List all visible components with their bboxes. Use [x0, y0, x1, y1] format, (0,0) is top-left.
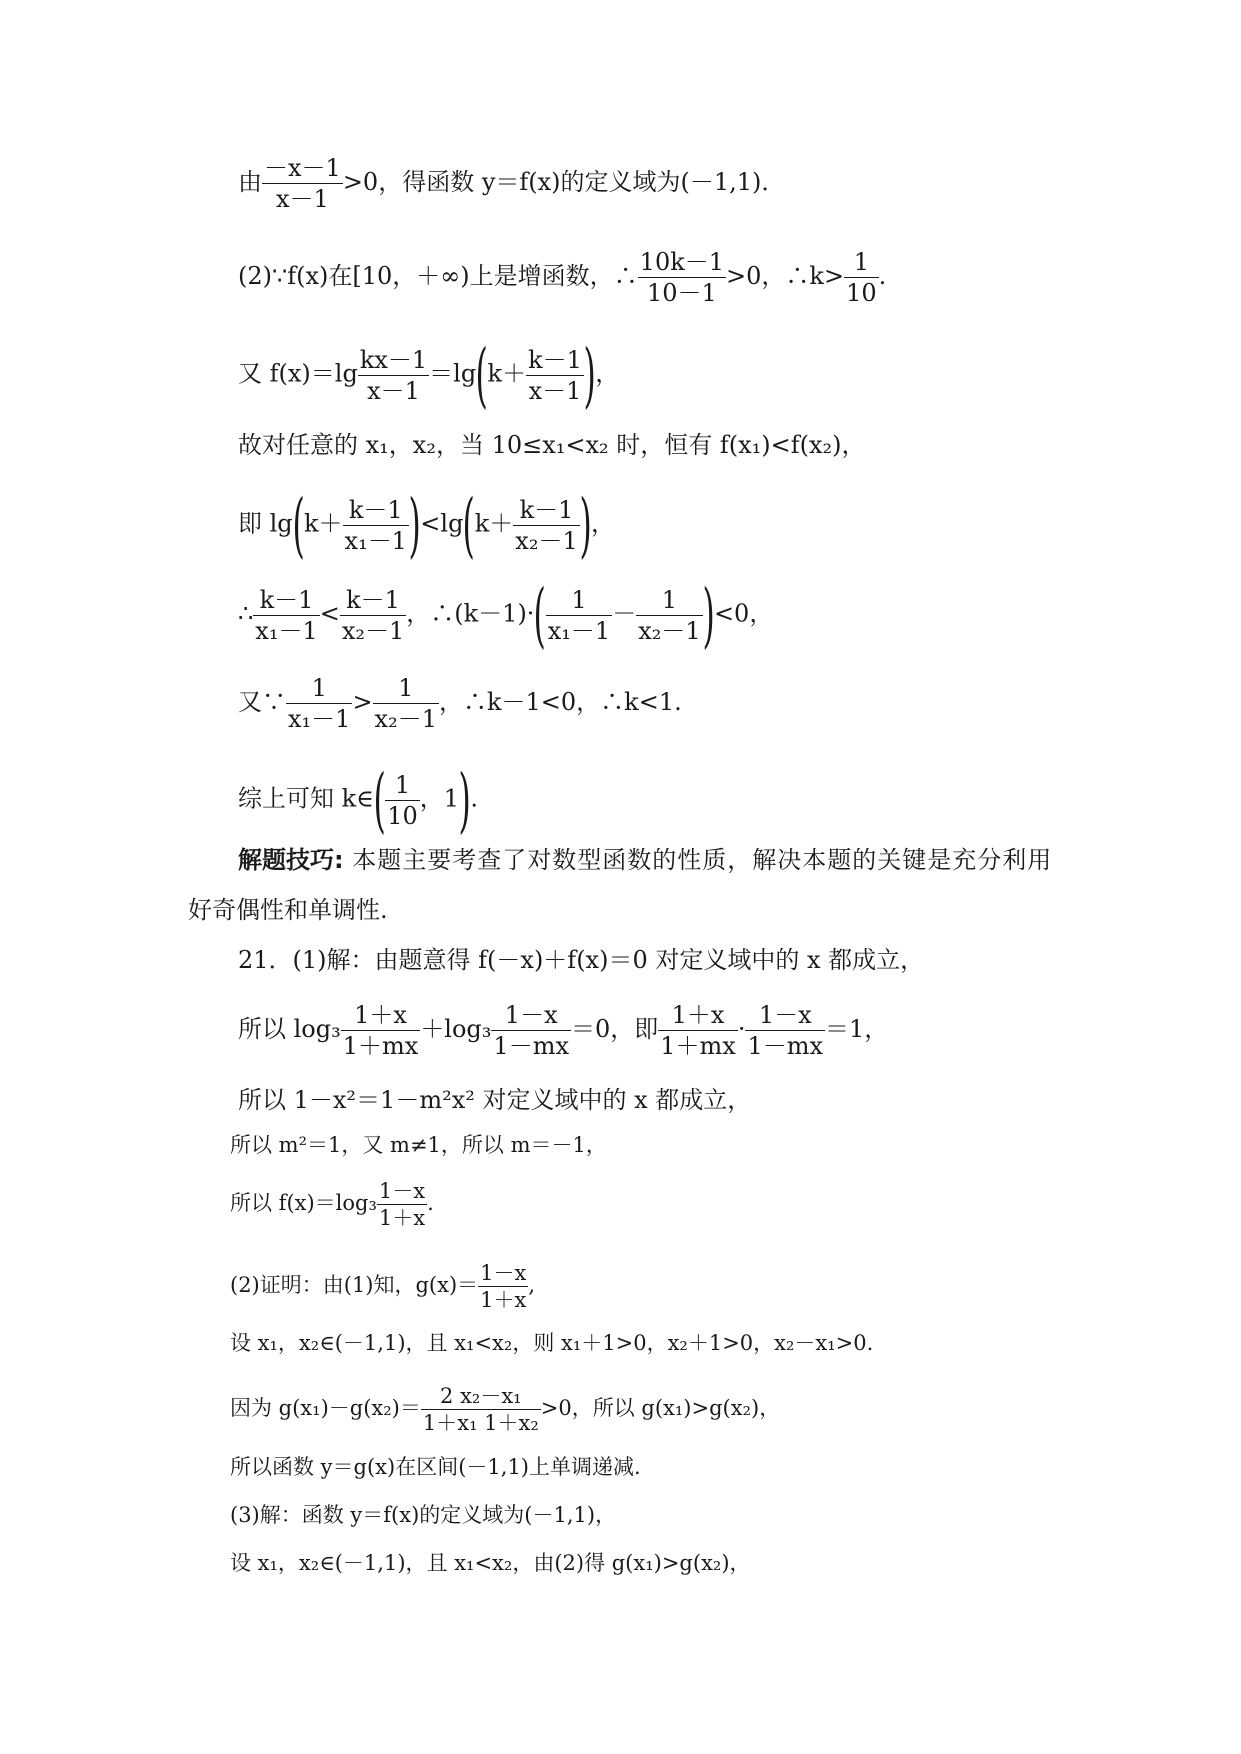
- text: ，∴k－1<0，∴k<1.: [438, 688, 682, 716]
- right-paren: ): [408, 484, 421, 566]
- line-f-def: [238, 334, 620, 416]
- fraction: [478, 1260, 528, 1313]
- numerator: kx－1: [359, 345, 428, 374]
- part2-line-4: [230, 1452, 641, 1482]
- text: <0，: [713, 599, 774, 628]
- fraction: [526, 345, 584, 406]
- tip-line-1: [238, 845, 1052, 875]
- numerator: 1－x: [758, 1001, 812, 1029]
- q21-line-5: [230, 1178, 434, 1231]
- text: ·: [737, 1015, 746, 1043]
- text: <: [319, 599, 340, 628]
- denominator: x₂－1: [515, 526, 578, 555]
- fraction: [658, 1000, 738, 1061]
- numerator: 1－x: [480, 1261, 527, 1285]
- text: k＋: [303, 509, 343, 538]
- text: 由: [238, 168, 262, 196]
- denominator: 1－mx: [493, 1032, 569, 1060]
- denominator: x₁－1: [288, 705, 351, 733]
- numerator: 1＋x: [671, 1001, 725, 1029]
- part2-line-1: [230, 1260, 535, 1313]
- part3-line-2: [230, 1548, 751, 1578]
- denominator: x－1: [526, 375, 584, 406]
- line-any-x: [238, 430, 866, 460]
- denominator: 1＋x₁ 1＋x₂: [422, 1411, 539, 1435]
- numerator: k－1: [259, 585, 314, 614]
- text: 综上可知 k∈: [238, 784, 374, 813]
- line-since: [238, 673, 682, 734]
- q21-line-1: [238, 945, 924, 975]
- numerator: 10k－1: [639, 248, 725, 276]
- numerator: 2 x₂－x₁: [440, 1384, 522, 1408]
- left-paren: (: [533, 574, 547, 656]
- line-therefore: [238, 574, 774, 656]
- fraction: [844, 247, 879, 308]
- right-paren: ): [579, 484, 592, 566]
- fraction: [262, 153, 343, 214]
- fraction: [546, 585, 612, 646]
- numerator: k－1: [346, 585, 400, 614]
- text: .: [878, 262, 887, 290]
- line-domain: [238, 153, 785, 214]
- text: .: [470, 784, 479, 813]
- text: 所以 1－x²＝1－m²x² 对定义域中的 x 都成立，: [238, 1086, 752, 1114]
- denominator: 10－1: [638, 277, 726, 308]
- text: 又∵: [238, 688, 286, 716]
- line-increasing: [238, 247, 886, 308]
- denominator: x₂－1: [638, 616, 701, 645]
- text: k＋: [487, 359, 527, 388]
- text: 又 f(x)＝lg: [238, 359, 358, 388]
- numerator: 1: [394, 770, 411, 799]
- fraction: [358, 345, 429, 406]
- q21-line-4: [230, 1130, 607, 1160]
- denominator: x₂－1: [374, 705, 437, 733]
- numerator: k－1: [528, 345, 582, 374]
- denominator: 1＋mx: [660, 1032, 736, 1060]
- q21-line-2: [238, 1000, 888, 1061]
- text: 所以 log₃: [238, 1015, 341, 1043]
- text: >0，得函数 y＝f(x)的定义域为(－1,1)．: [342, 168, 786, 196]
- denominator: 10: [387, 801, 418, 830]
- fraction: [286, 673, 352, 734]
- denominator: 1＋x: [480, 1288, 527, 1312]
- denominator: 1＋mx: [342, 1032, 419, 1060]
- numerator: 1: [311, 674, 327, 702]
- fraction: [385, 770, 420, 831]
- fraction: [377, 1178, 427, 1231]
- part3-line-1: [230, 1500, 616, 1530]
- line-conclusion: [238, 759, 479, 841]
- denominator: 1－mx: [747, 1032, 824, 1060]
- part2-line-2: [230, 1328, 873, 1358]
- fraction: [491, 1000, 571, 1061]
- text: ＝1，: [825, 1015, 889, 1043]
- numerator: 1: [571, 585, 587, 614]
- text: ＝0，即: [570, 1015, 659, 1043]
- text: 所以 m²＝1，又 m≠1，所以 m＝－1，: [230, 1133, 607, 1157]
- numerator: k－1: [519, 495, 574, 524]
- text: ＝lg: [429, 359, 477, 388]
- numerator: 1＋x: [354, 1001, 407, 1029]
- text: －: [612, 599, 637, 628]
- text: (3)解：函数 y＝f(x)的定义域为(－1,1)，: [230, 1503, 617, 1527]
- fraction: [341, 1000, 421, 1061]
- text: ∴: [238, 599, 254, 628]
- fraction: [343, 495, 409, 556]
- text: ＋log₃: [420, 1015, 492, 1043]
- line-lg-ineq: [238, 484, 616, 566]
- text: >0，所以 g(x₁)>g(x₂)，: [540, 1396, 781, 1420]
- denominator: x－1: [358, 375, 429, 406]
- text: k＋: [474, 509, 514, 538]
- q21-line-3: [238, 1085, 751, 1115]
- text: .: [427, 1191, 434, 1215]
- denominator: x₁－1: [344, 526, 407, 555]
- text: 设 x₁，x₂∈(－1,1)，且 x₁<x₂，由(2)得 g(x₁)>g(x₂)，: [230, 1551, 751, 1575]
- text: 好奇偶性和单调性.: [188, 896, 388, 924]
- denominator: x₂－1: [341, 616, 405, 645]
- denominator: 10: [846, 279, 877, 307]
- text: 本题主要考查了对数型函数的性质，解决本题的关键是充分利用: [343, 846, 1053, 874]
- text: 因为 g(x₁)－g(x₂)＝: [230, 1396, 421, 1420]
- left-paren: (: [373, 759, 386, 841]
- text: ，∴(k－1)·: [406, 599, 535, 628]
- numerator: 1: [661, 585, 678, 614]
- text: (2)∵f(x)在[10，＋∞)上是增函数，∴: [238, 262, 638, 290]
- numerator: 1－x: [378, 1179, 426, 1203]
- part2-line-3: [230, 1383, 780, 1436]
- denominator: x－1: [262, 183, 343, 214]
- text: 故对任意的 x₁，x₂，当 10≤x₁<x₂ 时，恒有 f(x₁)<f(x₂)，: [238, 431, 866, 459]
- left-paren: (: [292, 484, 305, 566]
- text: >0，∴k>: [726, 262, 845, 290]
- text: ，1: [419, 784, 460, 813]
- fraction: [513, 495, 579, 556]
- text: ,: [528, 1273, 536, 1297]
- text: 设 x₁，x₂∈(－1,1)，且 x₁<x₂，则 x₁＋1>0，x₂＋1>0，x₂－x₁>0.: [230, 1331, 874, 1355]
- right-paren: ): [458, 759, 471, 841]
- text: (2)证明：由(1)知，g(x)＝: [230, 1273, 479, 1297]
- text: ，: [595, 359, 620, 388]
- text: <lg: [420, 509, 464, 538]
- denominator: 1＋x: [378, 1206, 426, 1230]
- text: >: [352, 688, 373, 716]
- text: 所以函数 y＝g(x)在区间(－1,1)上单调递减.: [230, 1455, 641, 1479]
- left-paren: (: [475, 334, 489, 416]
- right-paren: ): [583, 334, 596, 416]
- numerator: k－1: [348, 495, 403, 524]
- numerator: 1: [398, 674, 414, 702]
- denominator: x₁－1: [547, 616, 611, 645]
- text: 21．(1)解：由题意得 f(－x)＋f(x)＝0 对定义域中的 x 都成立，: [238, 946, 925, 974]
- fraction: [253, 585, 319, 646]
- fraction: [636, 585, 702, 646]
- fraction: [340, 585, 406, 646]
- tip-line-2: [188, 895, 388, 925]
- fraction: [745, 1000, 825, 1061]
- numerator: 1: [853, 248, 869, 276]
- fraction: [638, 247, 726, 308]
- right-paren: ): [702, 574, 715, 656]
- text: ，: [591, 509, 616, 538]
- numerator: －x－1: [264, 154, 341, 182]
- text: 即 lg: [238, 509, 293, 538]
- denominator: x₁－1: [255, 616, 318, 645]
- text: 所以 f(x)＝log₃: [230, 1191, 377, 1215]
- fraction: [421, 1383, 541, 1436]
- left-paren: (: [462, 484, 476, 566]
- numerator: 1－x: [504, 1001, 558, 1029]
- fraction: [373, 673, 439, 734]
- tip-label: 解题技巧:: [238, 846, 344, 874]
